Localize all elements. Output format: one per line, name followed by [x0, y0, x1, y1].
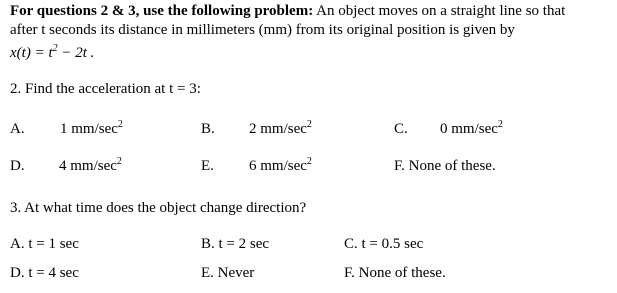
q2-option-a — [60, 121, 123, 138]
q2-option-c — [440, 121, 503, 138]
q2-option-b-sup: 2 — [306, 119, 312, 130]
q2-option-e-sup: 2 — [306, 156, 312, 167]
formula-exponent: 2 — [52, 43, 58, 54]
q2-option-c-letter: C. — [394, 121, 408, 137]
problem-intro-line2: after t seconds its distance in millimeters (mm) from its original position is given by — [10, 22, 515, 38]
q2-option-a-sup: 2 — [117, 119, 123, 130]
q3-option-b: B. t = 2 sec — [201, 236, 270, 252]
q3-option-d: D. t = 4 sec — [10, 265, 79, 281]
q2-option-e-letter: E. — [201, 158, 214, 174]
formula-lhs: x(t) = t — [10, 45, 53, 61]
problem-intro-line1 — [10, 3, 565, 20]
q3-option-c: C. t = 0.5 sec — [344, 236, 424, 252]
q2-option-d — [59, 158, 122, 175]
q2-option-e-value: 6 mm/sec — [249, 158, 307, 174]
position-formula — [10, 45, 94, 62]
problem-intro-text: An object moves on a straight line so that — [316, 3, 566, 19]
q2-option-b-letter: B. — [201, 121, 215, 137]
q2-option-a-value: 1 mm/sec — [60, 121, 118, 137]
q2-option-d-value: 4 mm/sec — [59, 158, 117, 174]
q2-option-c-sup: 2 — [497, 119, 503, 130]
q2-option-e — [249, 158, 312, 175]
q3-option-a: A. t = 1 sec — [10, 236, 79, 252]
q2-option-b — [249, 121, 312, 138]
q2-option-c-value: 0 mm/sec — [440, 121, 498, 137]
problem-intro-bold: For questions 2 & 3, use the following problem: — [10, 3, 314, 19]
q2-option-f-value: None of these. — [408, 158, 496, 174]
question-2-prompt: 2. Find the acceleration at t = 3: — [10, 81, 201, 97]
q2-option-d-letter: D. — [10, 158, 25, 174]
q3-option-e: E. Never — [201, 265, 255, 281]
formula-rhs: − 2t . — [57, 45, 95, 61]
q2-option-d-sup: 2 — [116, 156, 122, 167]
q3-option-f: F. None of these. — [344, 265, 446, 281]
q2-option-b-value: 2 mm/sec — [249, 121, 307, 137]
question-3-prompt: 3. At what time does the object change direction? — [10, 200, 307, 216]
q2-option-f-letter: F. — [394, 158, 405, 174]
q2-option-a-letter: A. — [10, 121, 25, 137]
q2-option-f — [394, 158, 496, 175]
